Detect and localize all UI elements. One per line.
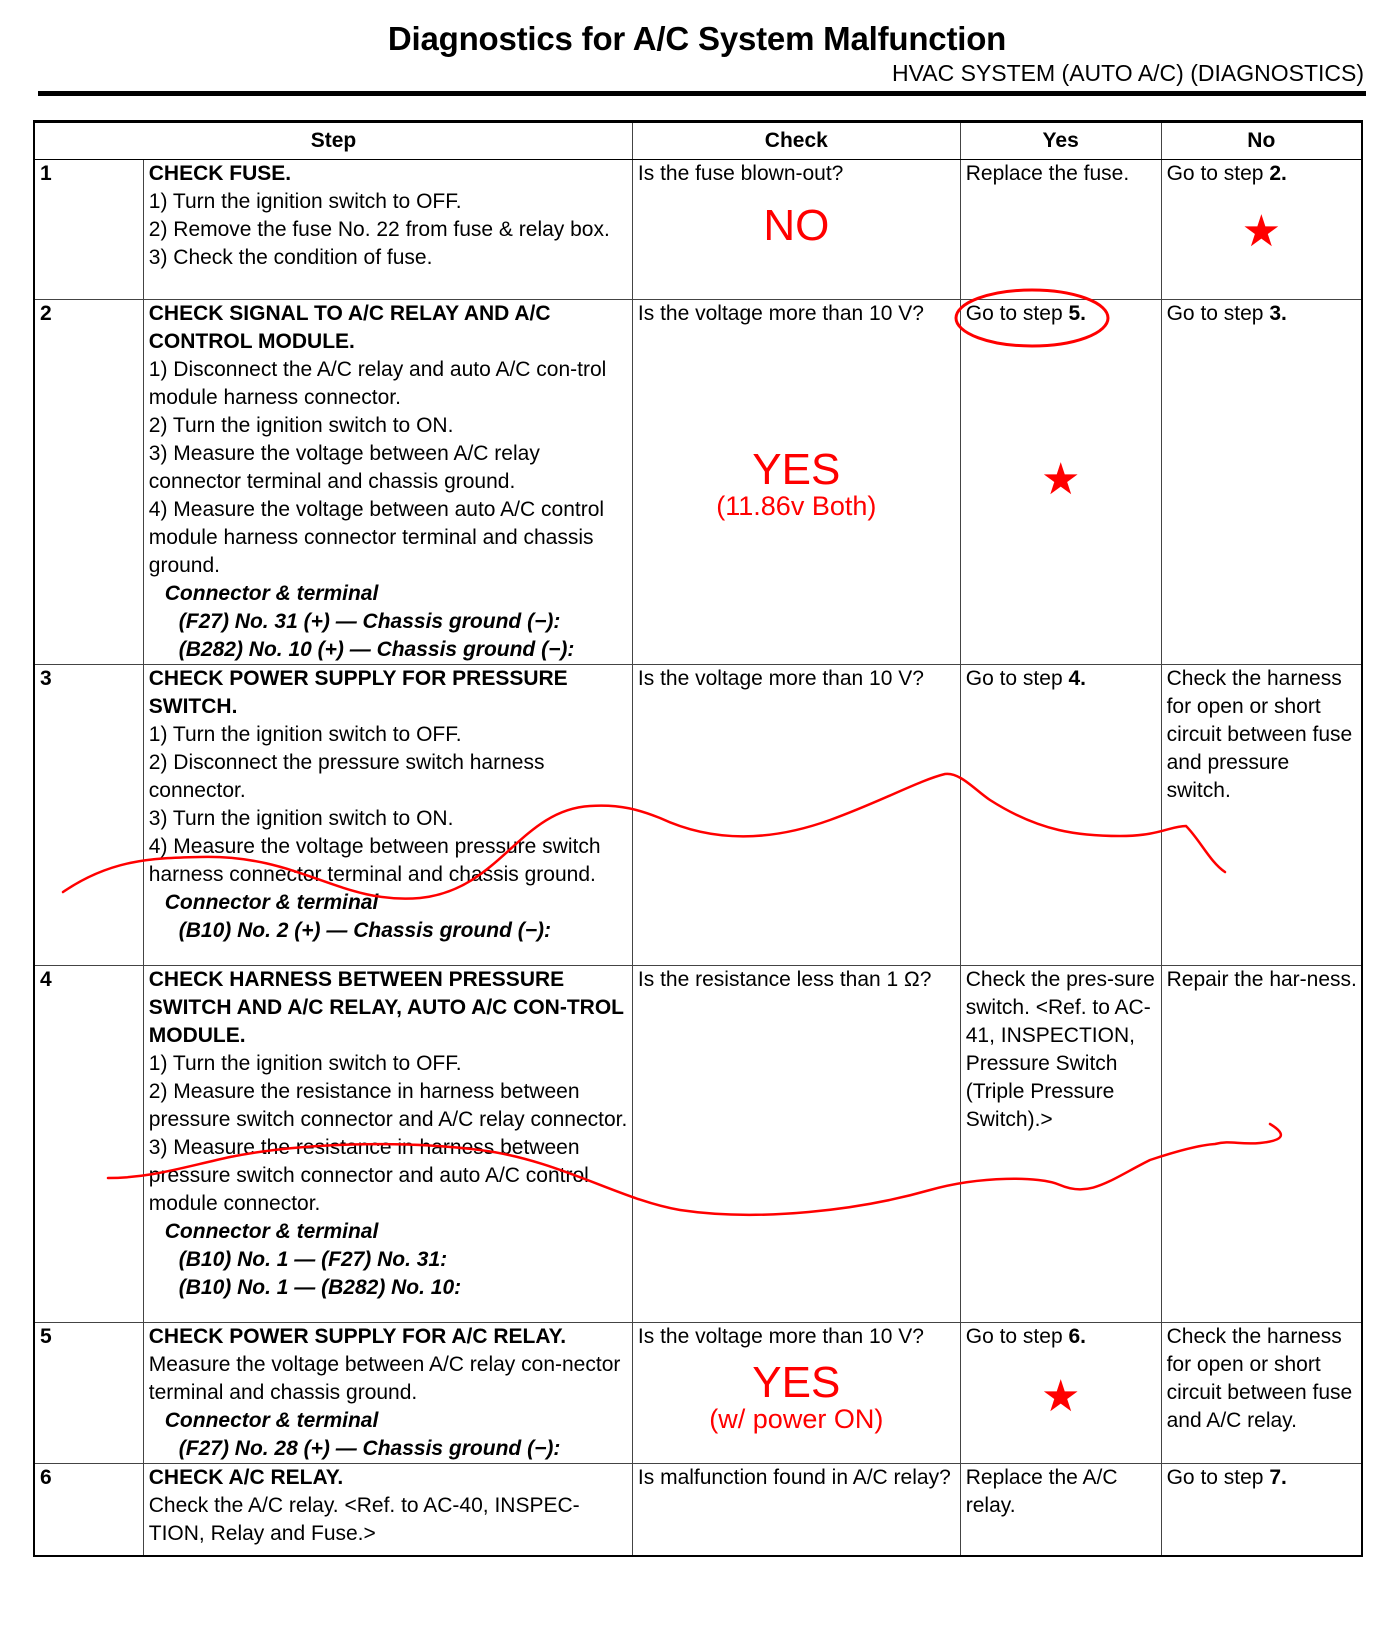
handwritten-annotation <box>633 445 960 521</box>
no-cell <box>1161 665 1362 966</box>
column-header-no: No <box>1161 122 1362 160</box>
connector-terminal-spec: (F27) No. 28 (+) — Chassis ground (−): <box>178 1437 561 1460</box>
step-instruction: 2) Remove the fuse No. 22 from fuse & relay box. <box>148 218 610 241</box>
section-subtitle: HVAC SYSTEM (AUTO A/C) (DIAGNOSTICS) <box>892 60 1364 86</box>
check-cell <box>632 160 960 300</box>
check-cell <box>632 966 960 1323</box>
yes-action-text: Go to step <box>965 1325 1069 1348</box>
connector-terminal-heading: Connector & terminal <box>164 582 379 605</box>
yes-action <box>966 665 1157 693</box>
step-description <box>143 300 632 665</box>
yes-cell <box>960 1323 1161 1464</box>
yes-action-text: Go to step <box>965 667 1069 690</box>
step-link[interactable]: 6. <box>1068 1325 1086 1348</box>
connector-terminal-spec: (F27) No. 31 (+) — Chassis ground (−): <box>178 610 561 633</box>
no-cell <box>1161 160 1362 300</box>
star-icon: ★ <box>1040 455 1081 504</box>
yes-action: Replace the A/C relay. <box>965 1466 1118 1517</box>
yes-cell <box>960 300 1161 665</box>
no-action-text: Go to step <box>1166 1466 1270 1489</box>
connector-terminal-spec: (B10) No. 1 — (F27) No. 31: <box>178 1248 448 1271</box>
step-description <box>143 665 632 966</box>
step-title: CHECK FUSE. <box>148 162 292 185</box>
check-question: Is the voltage more than 10 V? <box>637 302 924 325</box>
step-description <box>143 966 632 1323</box>
no-action <box>1167 300 1357 328</box>
step-title: CHECK POWER SUPPLY FOR A/C RELAY. <box>148 1325 567 1348</box>
step-instruction: 2) Disconnect the pressure switch harness connector. <box>148 751 545 802</box>
no-cell <box>1161 1323 1362 1464</box>
table-row <box>34 160 1362 300</box>
column-header-yes: Yes <box>960 122 1161 160</box>
step-link[interactable]: 7. <box>1269 1466 1287 1489</box>
annotation-answer: YES <box>752 445 841 494</box>
connector-terminal-spec: (B10) No. 1 — (B282) No. 10: <box>178 1276 462 1299</box>
yes-action-text: Go to step <box>965 302 1069 325</box>
no-action-text: Go to step <box>1166 162 1270 185</box>
no-action-text: Go to step <box>1166 302 1270 325</box>
no-cell <box>1161 966 1362 1323</box>
connector-terminal-heading: Connector & terminal <box>164 1409 379 1432</box>
no-action: Repair the har-ness. <box>1166 968 1357 991</box>
table-row <box>34 1323 1362 1464</box>
yes-cell <box>960 665 1161 966</box>
step-instruction: Measure the voltage between A/C relay con-nector terminal and chassis ground. <box>148 1353 621 1404</box>
table-row <box>34 1464 1362 1556</box>
star-icon: ★ <box>1040 1372 1081 1421</box>
handwritten-annotation <box>633 201 960 250</box>
connector-terminal-spec: (B10) No. 2 (+) — Chassis ground (−): <box>178 919 551 942</box>
step-instruction: 3) Turn the ignition switch to ON. <box>148 807 454 830</box>
step-instruction: 1) Disconnect the A/C relay and auto A/C con-trol module harness connector. <box>148 358 607 409</box>
step-description <box>143 1464 632 1556</box>
step-instruction: 3) Measure the resistance in harness between pressure switch connector and auto A/C control module connector. <box>148 1136 589 1215</box>
step-description <box>143 1323 632 1464</box>
yes-action: Check the pres-sure switch. <Ref. to AC-41, INSPECTION, Pressure Switch (Triple Pressure Switch).> <box>965 968 1155 1131</box>
step-link[interactable]: 4. <box>1068 667 1086 690</box>
header-rule <box>38 91 1366 96</box>
yes-cell <box>960 160 1161 300</box>
annotation-answer: YES <box>752 1358 841 1407</box>
table-header-row <box>34 122 1362 160</box>
table-row <box>34 966 1362 1323</box>
check-question: Is the voltage more than 10 V? <box>637 1325 924 1348</box>
check-cell <box>632 1323 960 1464</box>
check-question: Is the fuse blown-out? <box>637 162 844 185</box>
annotation-answer: NO <box>763 201 830 250</box>
connector-terminal-heading: Connector & terminal <box>164 1220 379 1243</box>
check-question: Is malfunction found in A/C relay? <box>637 1466 951 1489</box>
step-number: 4 <box>34 966 143 1323</box>
no-action <box>1167 160 1357 188</box>
step-title: CHECK HARNESS BETWEEN PRESSURE SWITCH AND A/C RELAY, AUTO A/C CON-TROL MODULE. <box>148 968 624 1047</box>
step-title: CHECK POWER SUPPLY FOR PRESSURE SWITCH. <box>148 667 568 718</box>
no-action: Check the harness for open or short circuit between fuse and A/C relay. <box>1166 1325 1353 1432</box>
annotation-note: (11.86v Both) <box>716 491 877 521</box>
yes-action: Replace the fuse. <box>965 162 1130 185</box>
step-instruction: 4) Measure the voltage between pressure switch harness connector terminal and chassis ground. <box>148 835 601 886</box>
handwritten-annotation <box>633 1358 960 1434</box>
step-number: 3 <box>34 665 143 966</box>
no-action <box>1167 1464 1357 1492</box>
table-row <box>34 300 1362 665</box>
page-title: Diagnostics for A/C System Malfunction <box>387 20 1007 57</box>
check-cell <box>632 1464 960 1556</box>
step-instruction: 1) Turn the ignition switch to OFF. <box>148 1052 462 1075</box>
table-row <box>34 665 1362 966</box>
yes-action <box>966 1323 1157 1351</box>
step-link[interactable]: 5. <box>1068 302 1086 325</box>
yes-action <box>966 300 1157 328</box>
yes-cell <box>960 966 1161 1323</box>
step-instruction: 4) Measure the voltage between auto A/C control module harness connector terminal and chassis ground. <box>148 498 605 577</box>
step-instruction: 2) Turn the ignition switch to ON. <box>148 414 454 437</box>
check-cell <box>632 665 960 966</box>
connector-terminal-heading: Connector & terminal <box>164 891 379 914</box>
step-instruction: 1) Turn the ignition switch to OFF. <box>148 723 462 746</box>
step-instruction: 1) Turn the ignition switch to OFF. <box>148 190 462 213</box>
step-instruction: Check the A/C relay. <Ref. to AC-40, INSPEC-TION, Relay and Fuse.> <box>148 1494 580 1545</box>
step-link[interactable]: 3. <box>1269 302 1287 325</box>
column-header-check: Check <box>632 122 960 160</box>
no-action: Check the harness for open or short circuit between fuse and pressure switch. <box>1166 667 1353 802</box>
step-number: 6 <box>34 1464 143 1556</box>
no-cell <box>1161 1464 1362 1556</box>
step-instruction: 3) Measure the voltage between A/C relay connector terminal and chassis ground. <box>148 442 540 493</box>
column-header-step: Step <box>34 122 632 160</box>
yes-cell <box>960 1464 1161 1556</box>
step-number: 1 <box>34 160 143 300</box>
step-title: CHECK SIGNAL TO A/C RELAY AND A/C CONTROL MODULE. <box>148 302 551 353</box>
step-link[interactable]: 2. <box>1269 162 1287 185</box>
check-question: Is the resistance less than 1 Ω? <box>637 968 932 991</box>
step-number: 2 <box>34 300 143 665</box>
annotation-note: (w/ power ON) <box>709 1404 884 1434</box>
connector-terminal-spec: (B282) No. 10 (+) — Chassis ground (−): <box>178 638 575 661</box>
check-question: Is the voltage more than 10 V? <box>637 667 924 690</box>
check-cell <box>632 300 960 665</box>
step-title: CHECK A/C RELAY. <box>148 1466 344 1489</box>
step-description <box>143 160 632 300</box>
step-instruction: 2) Measure the resistance in harness between pressure switch connector and A/C relay connector. <box>148 1080 628 1131</box>
diagnostics-table <box>33 120 1363 1557</box>
no-cell <box>1161 300 1362 665</box>
step-instruction: 3) Check the condition of fuse. <box>148 246 433 269</box>
step-number: 5 <box>34 1323 143 1464</box>
star-icon: ★ <box>1241 207 1282 256</box>
